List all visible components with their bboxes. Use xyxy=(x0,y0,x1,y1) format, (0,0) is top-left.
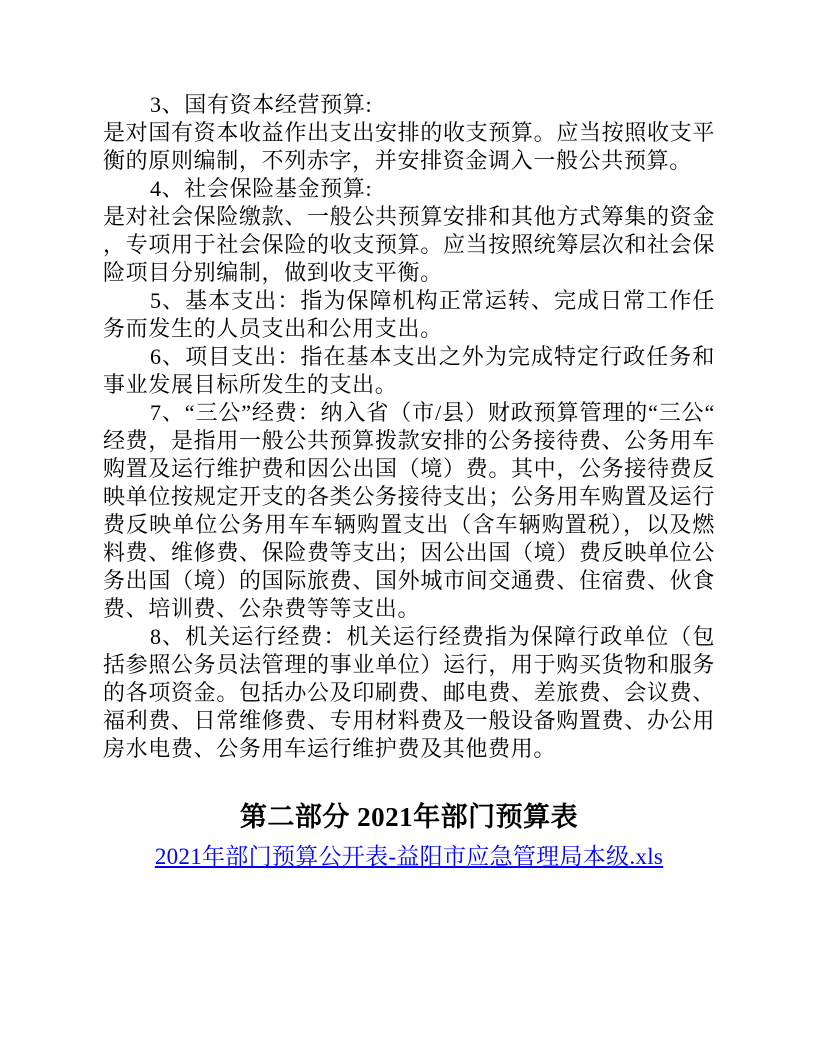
paragraph: 是对国有资本收益作出支出安排的收支预算。应当按照收支平衡的原则编制，不列赤字，并安排资金调入一般公共预算。 xyxy=(103,120,715,173)
paragraph: 5、基本支出：指为保障机构正常运转、完成日常工作任务而发生的人员支出和公用支出。 xyxy=(103,288,715,341)
paragraph: 7、“三公”经费：纳入省（市/县）财政预算管理的“三公“经费，是指用一般公共预算拨款安排的公务接待费、公务用车购置及运行维护费和因公出国（境）费。其中，公务接待费反映单位按规定开支的各类公务接待支出；公务用车购置及运行费反映单位公务用车车辆购置支出（含车辆购置税），以及燃料费、维修费、保险费等支出；因公出国（境）费反映单位公务出国（境）的国际旅费、国外城市间交通费、住宿费、伙食费、培训费、公杂费等等支出。 xyxy=(103,400,715,621)
paragraph: 4、社会保险基金预算: xyxy=(150,176,373,201)
paragraph: 3、国有资本经营预算: xyxy=(150,92,373,117)
attachment-row xyxy=(103,842,715,872)
paragraph-list xyxy=(103,91,715,763)
paragraph: 6、项目支出：指在基本支出之外为完成特定行政任务和事业发展目标所发生的支出。 xyxy=(103,344,715,397)
attachment-link-xls[interactable]: 2021年部门预算公开表-益阳市应急管理局本级.xls xyxy=(154,844,664,869)
page-content xyxy=(103,91,715,872)
section-heading: 第二部分 2021年部门预算表 xyxy=(239,802,579,832)
paragraph: 8、机关运行经费：机关运行经费指为保障行政单位（包括参照公务员法管理的事业单位）运行，用于购买货物和服务的各项资金。包括办公及印刷费、邮电费、差旅费、会议费、福利费、日常维修费、专用材料费及一般设备购置费、办公用房水电费、公务用车运行维护费及其他费用。 xyxy=(103,624,715,761)
paragraph: 是对社会保险缴款、一般公共预算安排和其他方式筹集的资金，专项用于社会保险的收支预算。应当按照统筹层次和社会保险项目分别编制，做到收支平衡。 xyxy=(103,204,715,285)
